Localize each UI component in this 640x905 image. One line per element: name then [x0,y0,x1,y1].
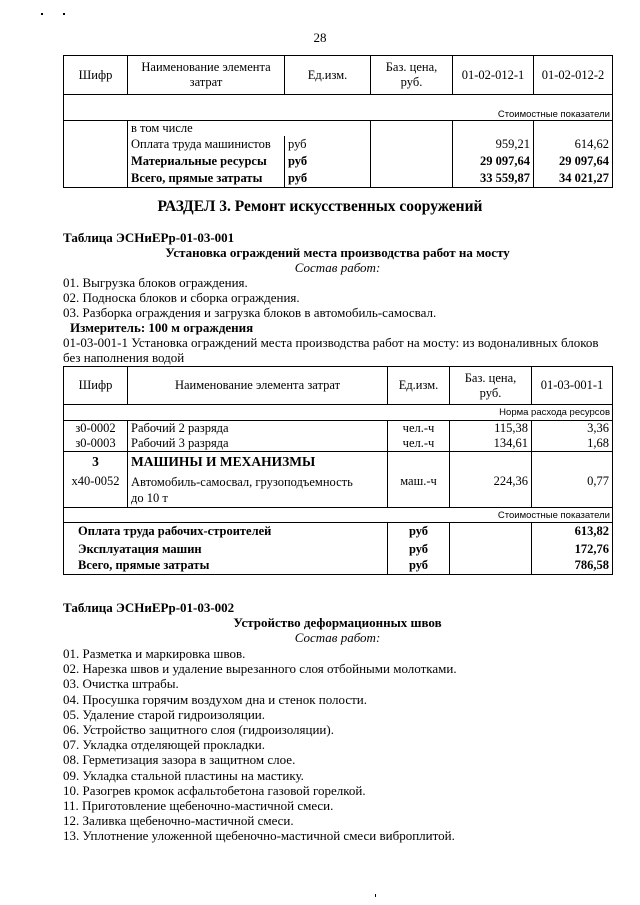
work-item: 01. Разметка и маркировка швов. [63,646,246,661]
header-col-01-02-012-2: 01-02-012-2 [534,56,613,95]
description-line: 01-03-001-1 Установка ограждений места производства работ на мосту: из водоналивных блоков [63,335,599,350]
total-unit: руб [388,523,450,541]
row-price: 115,38 [450,421,532,437]
table-row [64,472,613,508]
machine-name-line1: Автомобиль-самосвал, грузоподъемность [131,474,353,489]
table-title: Установка ограждений места производства работ на мосту [165,245,510,260]
table-row [64,523,613,541]
work-item: 03. Разборка ограждения и загрузка блоков в автомобиль-самосвал. [63,305,437,320]
work-item: 12. Заливка щебеночно-мастичной смеси. [63,813,294,829]
row-value: 0,77 [532,472,613,508]
table-row [64,541,613,558]
row-name: Оплата труда машинистов [128,136,285,153]
row-unit: руб [285,170,371,187]
table-row [64,136,613,153]
header-col-01-03-001-1: 01-03-001-1 [532,367,613,405]
work-item: 07. Укладка отделяющей прокладки. [63,737,265,753]
work-item: 01. Выгрузка блоков ограждения. [63,275,248,290]
total-value: 172,76 [532,541,613,558]
row-unit: руб [285,136,371,153]
work-item: 09. Укладка стальной пластины на мастику. [63,767,304,783]
description-line: без наполнения водой [63,350,185,365]
header-name: Наименование элемента затрат [128,56,285,95]
work-item: 03. Очистка штрабы. [63,676,179,692]
group-number: 3 [64,452,128,472]
row-code: з0-0002 [64,421,128,437]
table-row [64,421,613,437]
in-total-label: в том числе [128,120,371,136]
composition-heading: Состав работ: [294,260,381,275]
work-item: 10. Разогрев кромок асфальтобетона газовой горелкой. [63,782,366,798]
row-price: 224,36 [450,472,532,508]
row-value-1: 29 097,64 [453,153,534,170]
header-code: Шифр [64,56,128,95]
table-title: Устройство деформационных швов [233,615,442,630]
table-label: Таблица ЭСНиЕРр-01-03-001 [63,230,235,245]
table-row [64,558,613,575]
work-item: 02. Нарезка швов и удаление вырезанного слоя отбойными молотками. [63,661,457,677]
machine-name-line2: до 10 т [131,490,168,505]
subheader-cost-indicators: Стоимостные показатели [64,508,613,523]
table-row [64,170,613,187]
scan-speck [63,13,65,15]
resource-table-01-03-001 [63,366,613,575]
header-code: Шифр [64,367,128,405]
cost-table-01-02-012 [63,55,613,188]
total-value: 613,82 [532,523,613,541]
table-row [64,436,613,452]
scan-speck [41,13,43,15]
total-name: Всего, прямые затраты [64,558,388,575]
row-value-1: 33 559,87 [453,170,534,187]
header-col-01-02-012-1: 01-02-012-1 [453,56,534,95]
header-name: Наименование элемента затрат [128,367,388,405]
subheader-cost-indicators: Стоимостные показатели [64,109,613,121]
work-item: 11. Приготовление щебеночно-мастичной смеси. [63,798,334,814]
work-items-list [63,646,457,844]
header-unit: Ед.изм. [285,56,371,95]
section-title: РАЗДЕЛ 3. Ремонт искусственных сооружений [157,198,483,215]
total-unit: руб [388,541,450,558]
total-value: 786,58 [532,558,613,575]
row-code: х40-0052 [64,472,128,508]
meter-line: Измеритель: 100 м ограждения [70,320,254,335]
page-number: 28 [313,30,327,45]
group-name: МАШИНЫ И МЕХАНИЗМЫ [128,452,388,472]
row-unit: руб [285,153,371,170]
work-item: 06. Устройство защитного слоя (гидроизоляции). [63,722,334,738]
work-item: 08. Герметизация зазора в защитном слое. [63,752,296,768]
work-item: 02. Подноска блоков и сборка ограждения. [63,290,300,305]
composition-heading: Состав работ: [294,630,381,645]
total-unit: руб [388,558,450,575]
row-value: 3,36 [532,421,613,437]
header-price: Баз. цена, руб. [371,56,453,95]
work-item: 13. Уплотнение уложенной щебеночно-мастичной смеси виброплитой. [63,828,455,844]
row-value-2: 29 097,64 [534,153,613,170]
scan-speck [375,894,376,897]
row-name: Рабочий 3 разряда [128,436,388,452]
row-value-2: 34 021,27 [534,170,613,187]
row-name: Рабочий 2 разряда [128,421,388,437]
row-unit: чел.-ч [388,436,450,452]
row-price: 134,61 [450,436,532,452]
row-value-1: 959,21 [453,136,534,153]
table-label: Таблица ЭСНиЕРр-01-03-002 [63,600,235,615]
header-price: Баз. цена, руб. [450,367,532,405]
row-value: 1,68 [532,436,613,452]
header-unit: Ед.изм. [388,367,450,405]
row-unit: маш.-ч [388,472,450,508]
work-item: 05. Удаление старой гидроизоляции. [63,706,265,722]
table-row [64,153,613,170]
row-name: Материальные ресурсы [128,153,285,170]
subheader-resource-norm: Норма расхода ресурсов [64,405,613,421]
row-name [128,472,388,508]
row-name: Всего, прямые затраты [128,170,285,187]
total-name: Оплата труда рабочих-строителей [64,523,388,541]
row-value-2: 614,62 [534,136,613,153]
total-name: Эксплуатация машин [64,541,388,558]
row-unit: чел.-ч [388,421,450,437]
row-code: з0-0003 [64,436,128,452]
work-item: 04. Просушка горячим воздухом дна и стенок полости. [63,691,368,707]
